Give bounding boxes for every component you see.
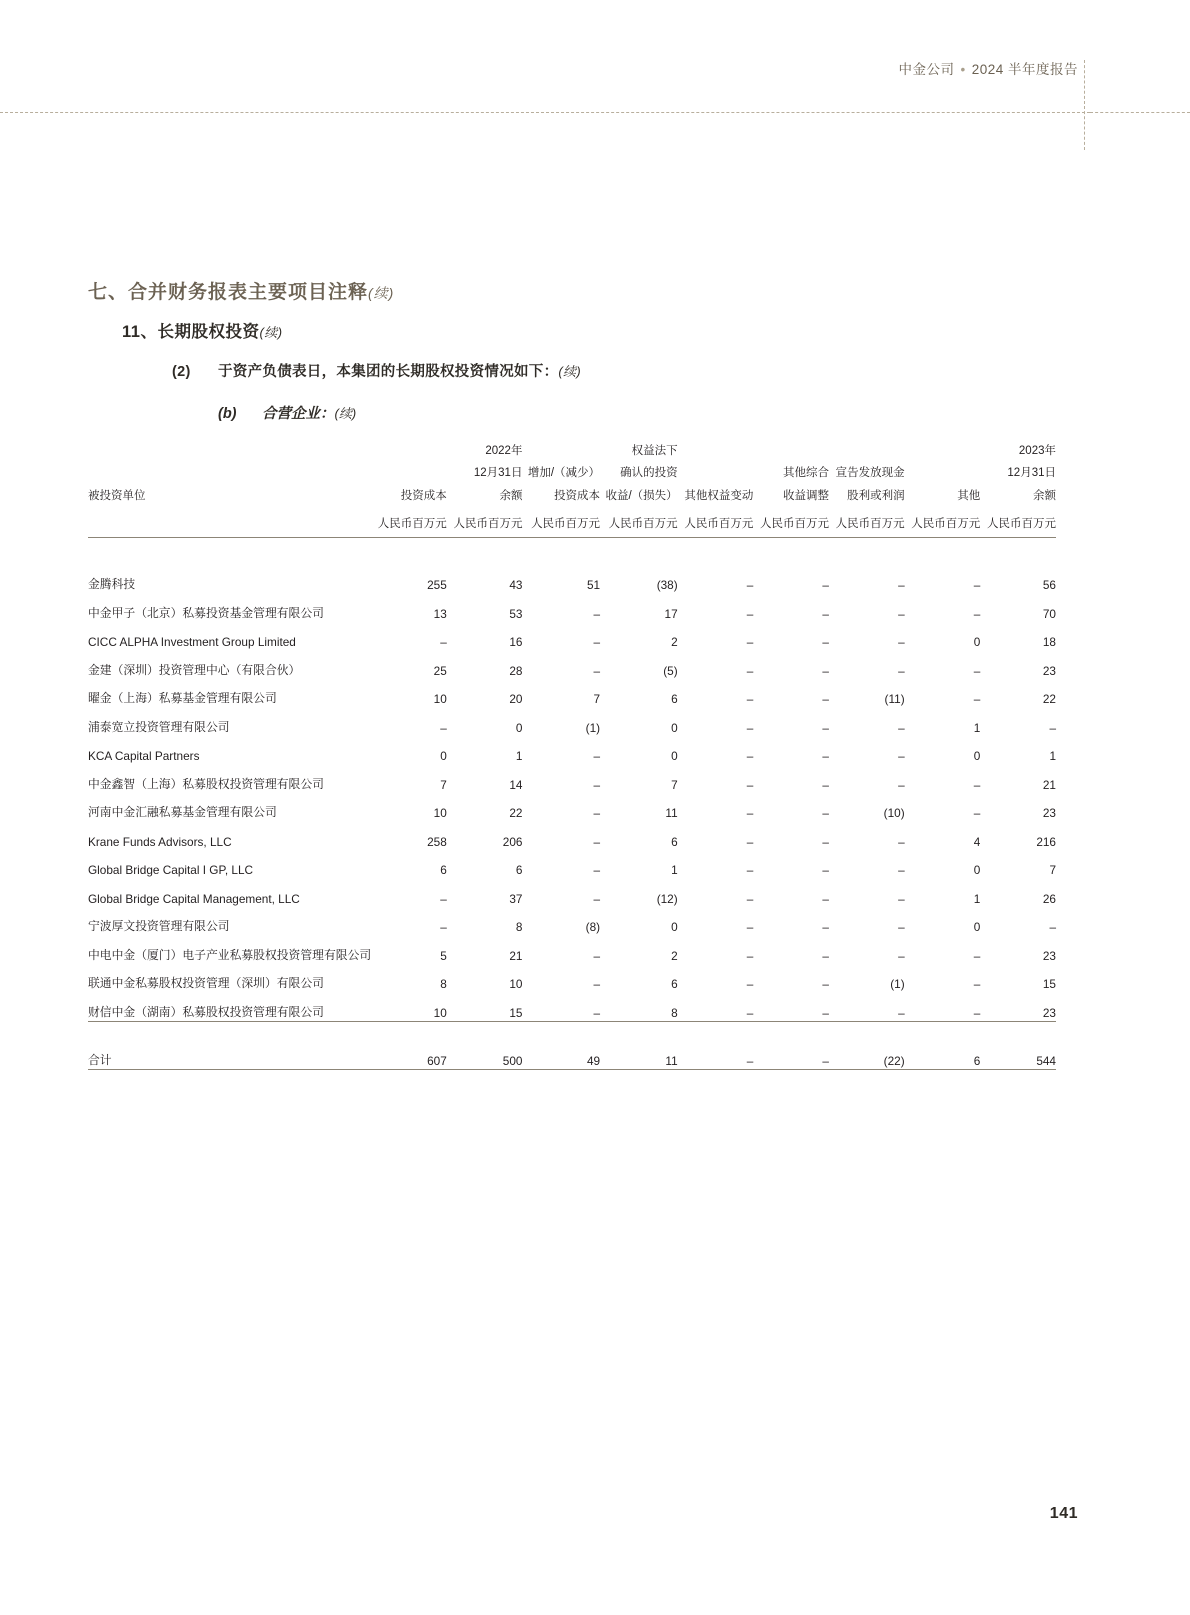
column-header-line — [753, 440, 829, 462]
subitem-heading-label: (b) — [218, 406, 237, 422]
table-cell-value: – — [746, 1005, 754, 1020]
table-cell-value: 6 — [440, 863, 447, 878]
table-cell-value: 4 — [973, 834, 981, 849]
table-cell-value: – — [746, 977, 754, 992]
header-divider-left — [0, 112, 1090, 113]
column-header-line — [88, 440, 371, 462]
table-cell-value: 255 — [427, 578, 447, 593]
subitem-heading-continued: (续) — [334, 406, 357, 421]
table-cell-value: – — [822, 834, 829, 849]
table-cell-value: 8 — [440, 977, 447, 992]
table-row — [88, 963, 1056, 992]
total-cell-value: 544 — [1036, 1053, 1056, 1068]
column-header-unit: 人民币百万元 — [608, 518, 678, 531]
subitem-heading — [218, 402, 356, 423]
table-cell-value: – — [973, 777, 981, 792]
table-cell-value: 2 — [671, 948, 678, 963]
column-header-line — [522, 440, 600, 462]
table-cell-value: 0 — [671, 749, 678, 764]
table-cell-value: 51 — [586, 578, 601, 593]
investee-name: Krane Funds Advisors, LLC — [88, 834, 232, 849]
column-header-line: 权益法下 — [631, 445, 678, 457]
table-cell-value: 1 — [1049, 749, 1056, 764]
column-header-0 — [88, 440, 371, 536]
running-header — [898, 58, 1078, 78]
table-cell-value: – — [898, 635, 905, 650]
table-cell-value: – — [746, 920, 754, 935]
table-cell-value: 1 — [515, 749, 523, 764]
table-cell-value: (1) — [585, 720, 601, 735]
table-cell-value: – — [898, 863, 905, 878]
table-cell-value: 216 — [1036, 834, 1056, 849]
table-cell-value: – — [822, 635, 829, 650]
page-number: 141 — [1049, 1505, 1078, 1522]
table-cell-value: 70 — [1042, 606, 1056, 621]
table-header-spacer — [88, 537, 1056, 564]
table-cell-value: – — [593, 635, 601, 650]
table-cell-value: 2 — [671, 635, 678, 650]
table-cell-value: – — [898, 720, 905, 735]
table-cell-value: – — [822, 891, 829, 906]
table-cell-value: 37 — [509, 891, 523, 906]
total-cell-value: 6 — [973, 1053, 981, 1068]
item-heading-number: (2) — [172, 364, 191, 380]
investee-name: 联通中金私募股权投资管理（深圳）有限公司 — [88, 976, 324, 991]
table-footer — [88, 1020, 1056, 1070]
table-cell-value: – — [822, 863, 829, 878]
table-cell-value: 15 — [509, 1005, 523, 1020]
table-cell-value: 13 — [433, 606, 447, 621]
investee-name: KCA Capital Partners — [88, 749, 200, 764]
table-row — [88, 849, 1056, 878]
table-rule-bottom — [88, 1068, 1056, 1070]
table-cell-value: 23 — [1042, 948, 1056, 963]
table-cell-value: 18 — [1042, 635, 1056, 650]
table-cell-value: 14 — [509, 777, 523, 792]
table-cell-value: – — [898, 920, 905, 935]
table-cell-value: – — [898, 891, 905, 906]
table-cell-value: – — [440, 891, 447, 906]
table-row — [88, 649, 1056, 678]
table-cell-value: – — [822, 777, 829, 792]
table-cell-value: – — [822, 948, 829, 963]
investee-name: 财信中金（湖南）私募股权投资管理有限公司 — [88, 1004, 324, 1019]
table-cell-value: 28 — [509, 663, 523, 678]
table-cell-value: – — [593, 834, 601, 849]
table-cell-value: – — [746, 777, 754, 792]
table-cell-value: 53 — [509, 606, 523, 621]
table-cell-value: – — [746, 692, 754, 707]
table-row — [88, 820, 1056, 849]
table-cell-value: 10 — [433, 806, 447, 821]
table-cell-value: – — [822, 663, 829, 678]
column-header-line: 宣告发放现金 — [835, 467, 905, 480]
table-cell-value: – — [898, 948, 905, 963]
table-cell-value: 10 — [433, 1005, 447, 1020]
table-cell-value: (1) — [890, 977, 905, 992]
table-cell-value: 23 — [1042, 1005, 1056, 1020]
table-cell-value: 1 — [973, 720, 981, 735]
table-cell-value: – — [822, 920, 829, 935]
table-cell-value: – — [898, 606, 905, 621]
column-header-line: 12月31日 — [473, 467, 523, 480]
table-cell-value: – — [822, 977, 829, 992]
table-cell-value: (11) — [884, 692, 905, 707]
table-cell-value: 22 — [509, 806, 523, 821]
table-cell-value: – — [898, 578, 905, 593]
column-header-line: 2022年 — [485, 445, 523, 457]
table-cell-value: 0 — [440, 749, 447, 764]
column-header-unit: 人民币百万元 — [684, 518, 754, 531]
column-header-line: 其他综合 — [782, 467, 829, 480]
table-cell-value: – — [746, 720, 754, 735]
total-cell-value: – — [746, 1053, 754, 1068]
table-cell-value: – — [898, 663, 905, 678]
table-cell-value: 206 — [502, 834, 523, 849]
column-header-line: 余额 — [1033, 489, 1056, 502]
item-heading-text: 于资产负债表日，本集团的长期股权投资情况如下： — [218, 364, 559, 380]
investee-name: 中电中金（厦门）电子产业私募股权投资管理有限公司 — [88, 947, 372, 962]
table-cell-value: – — [746, 891, 754, 906]
column-header-unit: 人民币百万元 — [377, 518, 447, 531]
table-cell-value: 20 — [509, 692, 523, 707]
table-total-row — [88, 1038, 1056, 1068]
table-cell-value: 6 — [671, 834, 678, 849]
table-cell-value: 0 — [973, 635, 981, 650]
subsection-heading-text: 11、长期股权投资 — [122, 323, 260, 341]
table-cell-value: 21 — [509, 948, 523, 963]
total-cell-value: (22) — [883, 1053, 905, 1068]
table-cell-value: – — [593, 806, 601, 821]
column-header-3 — [522, 440, 600, 536]
table-cell-value: 0 — [671, 720, 678, 735]
header-divider-right — [1090, 112, 1190, 113]
table-cell-value: – — [440, 720, 447, 735]
column-header-line: 其他权益变动 — [684, 489, 754, 502]
table-header — [88, 440, 1056, 564]
table-cell-value: 0 — [973, 863, 981, 878]
total-cell-value: 500 — [502, 1053, 523, 1068]
total-cell-value: 607 — [427, 1053, 447, 1068]
investee-name: 宁波厚文投资管理有限公司 — [88, 919, 230, 934]
table-cell-value: 11 — [665, 806, 678, 821]
table-cell-value: – — [822, 749, 829, 764]
table-cell-value: – — [973, 692, 981, 707]
section-heading-text: 七、合并财务报表主要项目注释 — [88, 282, 369, 303]
table-row — [88, 763, 1056, 792]
table-cell-value: – — [898, 749, 905, 764]
column-header-line: 确认的投资 — [620, 467, 678, 480]
table-cell-value: – — [822, 806, 829, 821]
table-cell-value: 25 — [433, 663, 447, 678]
table-cell-value: (38) — [656, 578, 678, 593]
investee-name: Global Bridge Capital I GP, LLC — [88, 863, 254, 878]
column-header-8 — [905, 440, 981, 536]
joint-ventures-table — [88, 440, 1056, 1070]
table-row — [88, 877, 1056, 906]
table-cell-value: 6 — [671, 977, 678, 992]
table-cell-value: – — [822, 578, 829, 593]
table-cell-value: 8 — [671, 1005, 678, 1020]
table-cell-value: 6 — [515, 863, 523, 878]
table-cell-value: – — [593, 863, 601, 878]
table-cell-value: 7 — [440, 777, 447, 792]
table-row — [88, 592, 1056, 621]
column-header-1 — [371, 440, 447, 536]
table-cell-value: 0 — [973, 920, 981, 935]
table-cell-value: – — [746, 863, 754, 878]
table-cell-value: 23 — [1042, 663, 1056, 678]
column-header-line: 其他 — [957, 489, 981, 502]
column-header-2 — [447, 440, 523, 536]
table-total-spacer — [88, 1021, 1056, 1038]
column-header-6 — [753, 440, 829, 536]
table-row — [88, 564, 1056, 593]
table-cell-value: 1 — [671, 863, 678, 878]
table-cell-value: – — [593, 663, 601, 678]
table-cell-value: 7 — [1049, 863, 1056, 878]
table-row — [88, 735, 1056, 764]
table-cell-value: 6 — [671, 692, 678, 707]
table-cell-value: – — [1049, 920, 1056, 935]
table-cell-value: – — [746, 948, 754, 963]
investee-name: 河南中金汇融私募基金管理有限公司 — [88, 805, 277, 820]
subitem-heading-text: 合营企业： — [262, 406, 335, 422]
table-cell-value: – — [973, 578, 981, 593]
column-header-4 — [600, 440, 678, 536]
column-header-line: 投资成本 — [554, 489, 601, 502]
table-row — [88, 934, 1056, 963]
column-header-line: 12月31日 — [1007, 467, 1056, 480]
column-header-5 — [678, 440, 754, 536]
table-cell-value: – — [440, 920, 447, 935]
table-cell-value: 10 — [433, 692, 447, 707]
column-header-line — [905, 440, 981, 462]
header-report-title: 2024 半年度报告 — [971, 62, 1078, 77]
subsection-heading-continued: (续) — [259, 325, 283, 340]
table-cell-value: 17 — [664, 606, 678, 621]
table-cell-value: – — [898, 1005, 905, 1020]
table-cell-value: – — [746, 578, 754, 593]
column-header-line: 收益调整 — [782, 489, 829, 502]
table-cell-value: – — [973, 663, 981, 678]
table-cell-value: – — [898, 834, 905, 849]
long-term-equity-investment-table — [88, 440, 1056, 1070]
investee-name: 曜金（上海）私募基金管理有限公司 — [88, 691, 277, 706]
column-header-unit: 人民币百万元 — [987, 518, 1056, 531]
investee-name: CICC ALPHA Investment Group Limited — [88, 635, 296, 650]
table-cell-value: 26 — [1042, 891, 1056, 906]
column-header-line: 被投资单位 — [88, 489, 146, 502]
investee-name: 中金甲子（北京）私募投资基金管理有限公司 — [88, 605, 324, 620]
column-header-line — [371, 462, 447, 484]
table-row — [88, 706, 1056, 735]
table-cell-value: 21 — [1042, 777, 1056, 792]
column-header-9 — [980, 440, 1056, 536]
column-header-unit — [88, 507, 371, 535]
table-cell-value: – — [973, 1005, 981, 1020]
investee-name: 金腾科技 — [88, 577, 136, 592]
column-header-line: 投资成本 — [400, 489, 447, 502]
column-header-line — [829, 440, 905, 462]
table-cell-value: 0 — [671, 920, 678, 935]
table-cell-value: 43 — [509, 578, 523, 593]
item-heading-continued: (续) — [558, 364, 581, 379]
table-cell-value: 16 — [509, 635, 523, 650]
table-cell-value: – — [822, 1005, 829, 1020]
column-header-line — [678, 462, 754, 484]
column-header-unit: 人民币百万元 — [911, 518, 981, 531]
table-cell-value: – — [822, 692, 829, 707]
table-cell-value: 0 — [515, 720, 523, 735]
total-cell-value: 11 — [665, 1053, 678, 1068]
investee-name: 金建（深圳）投资管理中心（有限合伙） — [88, 662, 301, 677]
table-row — [88, 621, 1056, 650]
table-cell-value: 258 — [427, 834, 447, 849]
table-cell-value: 56 — [1042, 578, 1056, 593]
total-cell-value: 49 — [586, 1053, 601, 1068]
column-header-line — [678, 440, 754, 462]
investee-name: 浦泰宽立投资管理有限公司 — [88, 719, 230, 734]
table-cell-value: – — [822, 720, 829, 735]
table-cell-value: 7 — [593, 692, 601, 707]
table-cell-value: – — [1049, 720, 1056, 735]
table-cell-value: – — [593, 891, 601, 906]
column-header-unit: 人民币百万元 — [453, 518, 523, 531]
section-heading-continued: (续) — [368, 285, 395, 301]
table-cell-value: – — [973, 948, 981, 963]
column-header-unit: 人民币百万元 — [531, 518, 601, 531]
column-header-unit: 人民币百万元 — [759, 518, 829, 531]
table-header-row — [88, 440, 1056, 536]
table-cell-value: – — [593, 977, 601, 992]
table-body — [88, 564, 1056, 1020]
column-header-line: 增加/（减少） — [527, 467, 601, 480]
total-cell-value: – — [822, 1053, 829, 1068]
table-row — [88, 906, 1056, 935]
table-cell-value: 22 — [1042, 692, 1056, 707]
column-header-unit: 人民币百万元 — [835, 518, 905, 531]
header-separator: • — [960, 62, 966, 77]
table-row — [88, 792, 1056, 821]
column-header-line — [88, 462, 371, 484]
table-cell-value: – — [822, 606, 829, 621]
table-cell-value: – — [973, 977, 981, 992]
header-company: 中金公司 — [898, 62, 955, 77]
table-cell-value: – — [593, 1005, 601, 1020]
table-cell-value: 5 — [440, 948, 447, 963]
column-header-line — [905, 462, 981, 484]
table-cell-value: 10 — [509, 977, 523, 992]
column-header-line: 2023年 — [1018, 445, 1056, 457]
column-header-line: 余额 — [499, 489, 523, 502]
table-cell-value: – — [593, 777, 601, 792]
table-cell-value: 15 — [1042, 977, 1056, 992]
table-cell-value: – — [746, 663, 754, 678]
table-cell-value: – — [593, 749, 601, 764]
table-cell-value: – — [746, 606, 754, 621]
table-cell-value: – — [746, 806, 754, 821]
subsection-heading — [122, 318, 283, 342]
table-cell-value: – — [746, 834, 754, 849]
total-label: 合计 — [88, 1052, 112, 1067]
column-header-line: 收益/（损失） — [605, 489, 678, 502]
table-cell-value: – — [440, 635, 447, 650]
column-header-line: 股利或利润 — [847, 489, 905, 502]
table-cell-value: – — [746, 749, 754, 764]
table-cell-value: (8) — [585, 920, 601, 935]
table-cell-value: 23 — [1042, 806, 1056, 821]
table-row — [88, 678, 1056, 707]
table-cell-value: (10) — [883, 806, 905, 821]
table-cell-value: – — [973, 606, 981, 621]
table-cell-value: 0 — [973, 749, 981, 764]
table-cell-value: – — [898, 777, 905, 792]
table-cell-value: – — [746, 635, 754, 650]
column-header-7 — [829, 440, 905, 536]
table-cell-value: 8 — [515, 920, 523, 935]
table-cell-value: (12) — [656, 891, 678, 906]
item-heading — [172, 360, 581, 381]
column-header-line — [371, 440, 447, 462]
header-divider-vertical — [1084, 60, 1085, 150]
table-cell-value: 7 — [671, 777, 678, 792]
investee-name: Global Bridge Capital Management, LLC — [88, 891, 300, 906]
table-cell-value: – — [973, 806, 981, 821]
section-heading — [88, 277, 394, 304]
table-cell-value: – — [593, 606, 601, 621]
table-cell-value: – — [593, 948, 601, 963]
table-cell-value: (5) — [663, 663, 678, 678]
investee-name: 中金鑫智（上海）私募股权投资管理有限公司 — [88, 776, 324, 791]
table-row — [88, 991, 1056, 1020]
table-cell-value: 1 — [973, 891, 981, 906]
